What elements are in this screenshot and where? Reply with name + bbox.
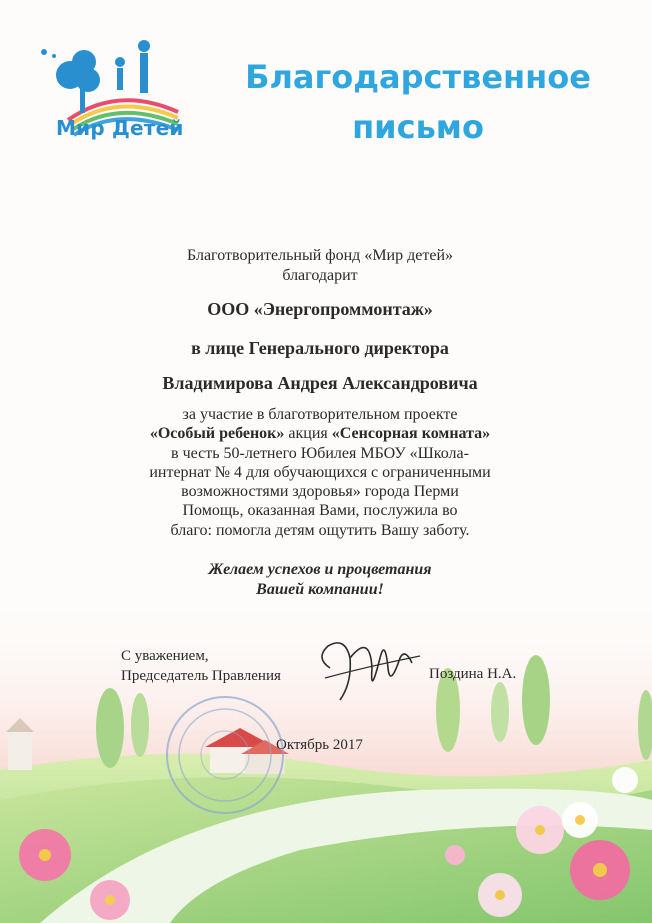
intro-line-2: благодарит (282, 267, 358, 284)
title-line-1: Благодарственное (245, 58, 591, 96)
logo-icon (28, 30, 208, 160)
body-line-5: возможностями здоровья» города Перми (181, 483, 459, 501)
date: Октябрь 2017 (276, 737, 363, 753)
body-line-1: за участие в благотворительном проекте (182, 406, 458, 423)
wish-line-1: Желаем успехов и процветания (208, 561, 432, 578)
body-line-7: благо: помогла детям ощутить Вашу заботу. (170, 521, 470, 539)
company-name: ООО «Энергопроммонтаж» (207, 299, 433, 319)
logo-text: Мир Детей (56, 116, 184, 140)
signatory-name: Поздина Н.А. (429, 666, 517, 682)
project-name: «Особый ребенок» (149, 425, 285, 443)
recipient-name: Владимирова Андрея Александровича (162, 373, 478, 393)
body-line-6: Помощь, оказанная Вами, послужила во (182, 502, 458, 520)
body-line-2 (60, 424, 580, 443)
body-text (60, 405, 580, 540)
body-line-4: интернат № 4 для обучающихся с ограниченными (149, 463, 491, 481)
signature-greeting: С уважением, (121, 648, 209, 664)
action-name: «Сенсорная комната» (331, 425, 491, 443)
recipient-role: в лице Генерального директора (191, 338, 449, 358)
body-line-3: в честь 50-летнего Юбилея МБОУ «Школа- (171, 444, 469, 462)
signature-position: Председатель Правления (121, 668, 281, 684)
signature-icon (310, 628, 430, 708)
intro-text (60, 246, 580, 286)
body-line-2-mid: акция (284, 425, 332, 443)
title-line-2: письмо (352, 108, 484, 146)
wish-text (60, 560, 580, 600)
intro-line-1: Благотворительный фонд «Мир детей» (186, 247, 454, 264)
stamp-icon (160, 690, 290, 820)
signature-block (121, 646, 281, 686)
page-title (218, 52, 618, 152)
wish-line-2: Вашей компании! (256, 581, 384, 598)
